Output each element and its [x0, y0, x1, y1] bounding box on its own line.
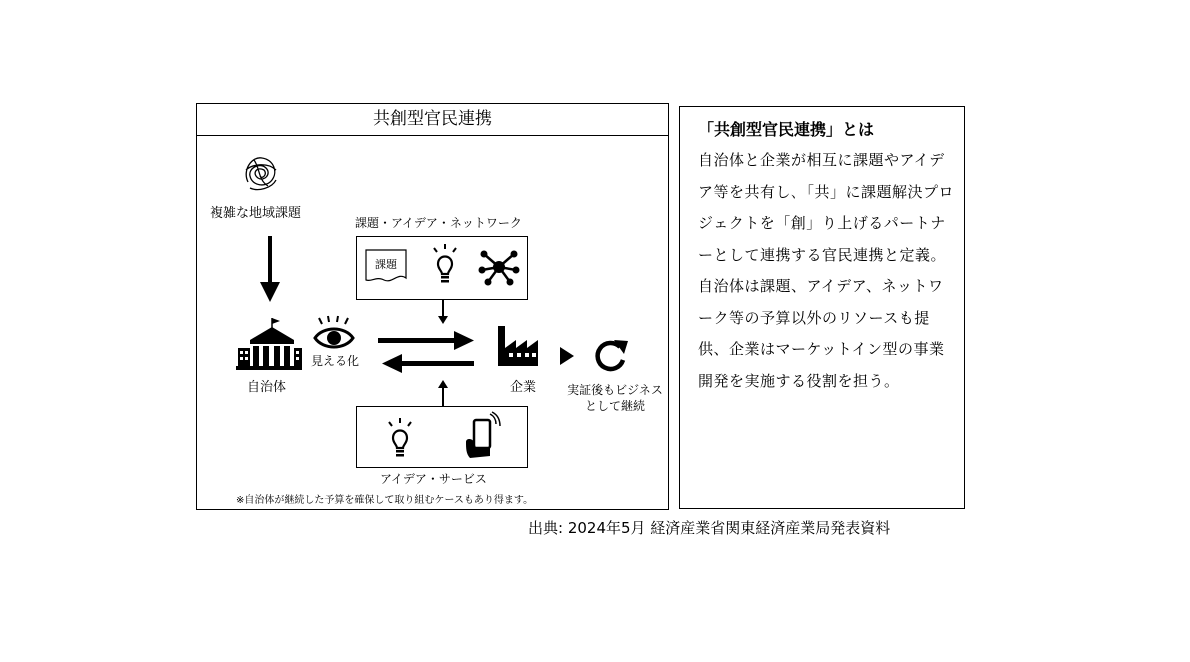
diagram-title: 共創型官民連携 — [373, 109, 492, 129]
document-icon-label: 課題 — [375, 258, 397, 271]
bottom-up-arrow — [437, 378, 449, 406]
complex-issues-label: 複雑な地域課題 — [210, 206, 302, 221]
next-triangle-icon — [560, 347, 576, 365]
bottom-group-label: アイデア・サービス — [380, 472, 487, 486]
smartphone-hand-icon — [462, 412, 502, 460]
municipality-label: 自治体 — [247, 380, 287, 395]
tangled-yarn-icon — [238, 150, 284, 196]
definition-panel — [679, 106, 965, 509]
lightbulb-icon — [431, 244, 459, 286]
top-down-arrow — [437, 300, 449, 326]
company-label: 企業 — [510, 380, 537, 395]
down-arrow — [258, 236, 282, 304]
continuation-label: 実証後もビジネスとして継続 — [567, 383, 663, 413]
factory-icon — [494, 322, 546, 370]
diagram-title-bar — [197, 104, 668, 136]
top-group-label: 課題・アイデア・ネットワーク — [355, 216, 522, 230]
municipality-building-icon — [236, 316, 302, 372]
source-credit: 出典: 2024年5月 経済産業省関東経済産業局発表資料 — [528, 519, 891, 537]
exchange-arrows — [378, 327, 478, 375]
footnote: ※自治体が継続した予算を確保して取り組むケースもあり得ます。 — [236, 495, 534, 506]
ideas-services-box — [356, 406, 528, 468]
definition-body: 自治体と企業が相互に課題やアイデア等を共有し､「共」に課題解決プロジェクトを「創」り上げるパートナーとして連携する官民連携と定義。 自治体は課題、アイデア、ネットワーク等の予算以外のリソースも提供、企業はマーケットイン型の事業開発を実施する役割を担う。 — [698, 151, 955, 390]
eye-icon — [313, 316, 355, 350]
refresh-cycle-icon — [590, 336, 630, 376]
definition-heading: 「共創型官民連携」とは — [698, 120, 875, 139]
network-icon — [478, 248, 520, 286]
lightbulb-icon-2 — [386, 418, 414, 460]
visualize-label: 見える化 — [311, 354, 360, 368]
